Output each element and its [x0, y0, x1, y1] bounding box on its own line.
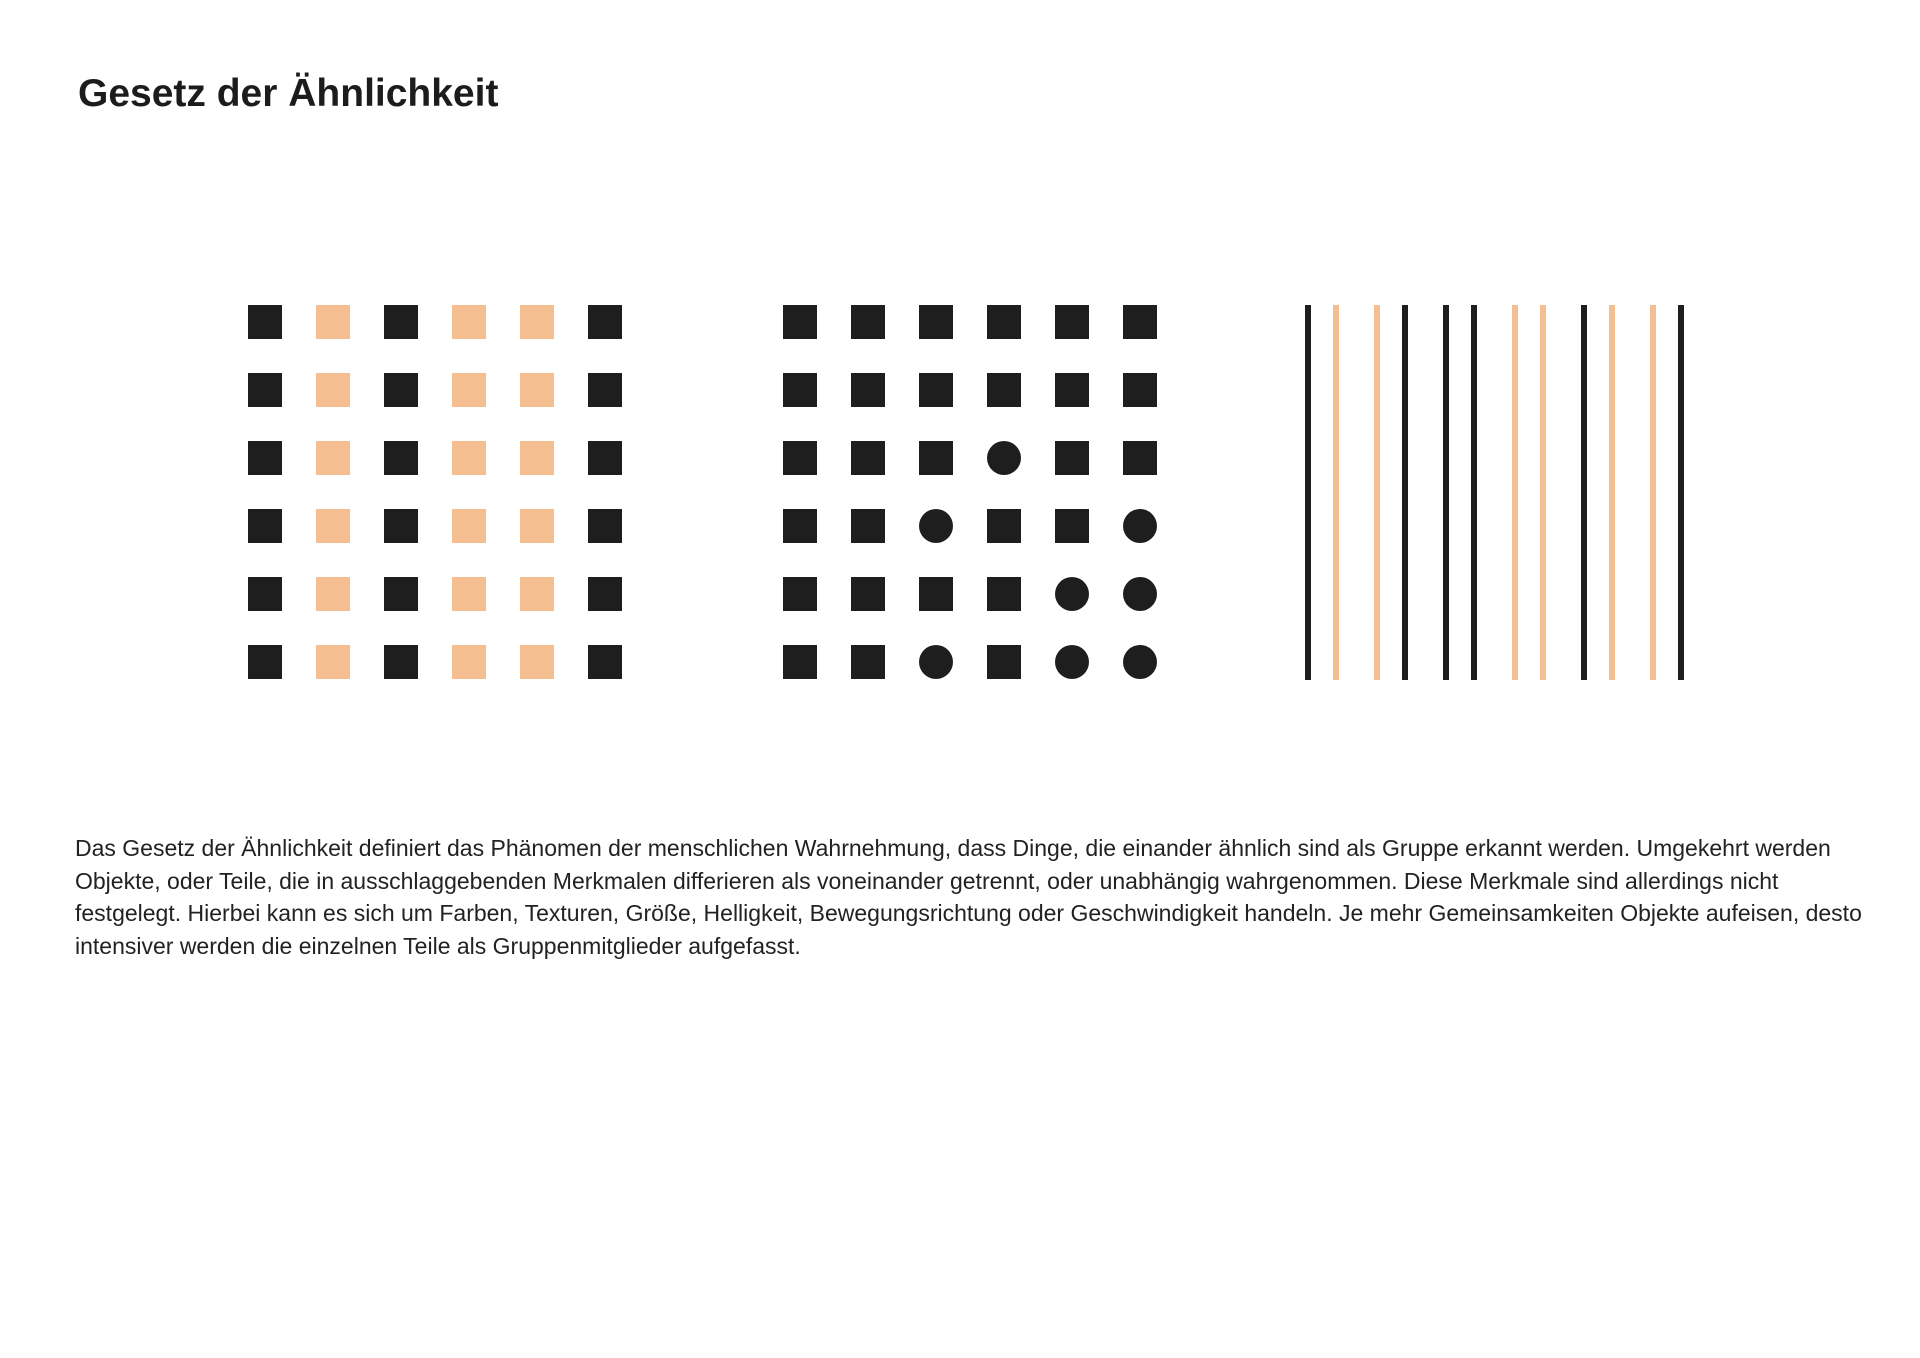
square-dark [588, 373, 622, 407]
square-accent [316, 373, 350, 407]
square-accent [452, 441, 486, 475]
color-similarity-grid [248, 305, 628, 685]
square-shape [851, 305, 885, 339]
square-dark [384, 509, 418, 543]
square-dark [588, 509, 622, 543]
square-accent [520, 441, 554, 475]
square-shape [783, 577, 817, 611]
square-dark [384, 645, 418, 679]
square-dark [384, 441, 418, 475]
square-dark [248, 577, 282, 611]
square-shape [851, 509, 885, 543]
square-shape [783, 373, 817, 407]
square-dark [588, 305, 622, 339]
square-accent [452, 645, 486, 679]
square-shape [987, 373, 1021, 407]
square-accent [520, 577, 554, 611]
square-shape [919, 373, 953, 407]
square-shape [1055, 373, 1089, 407]
line-accent [1512, 305, 1518, 680]
line-dark [1678, 305, 1684, 680]
line-accent [1650, 305, 1656, 680]
square-dark [384, 305, 418, 339]
square-accent [452, 305, 486, 339]
circle-shape [919, 645, 953, 679]
page-title: Gesetz der Ähnlichkeit [78, 72, 499, 115]
square-shape [1055, 305, 1089, 339]
line-dark [1402, 305, 1408, 680]
square-shape [783, 509, 817, 543]
circle-shape [1123, 577, 1157, 611]
square-dark [588, 441, 622, 475]
square-dark [384, 373, 418, 407]
circle-shape [1055, 645, 1089, 679]
square-shape [783, 645, 817, 679]
square-accent [452, 577, 486, 611]
circle-shape [1123, 645, 1157, 679]
square-shape [1123, 441, 1157, 475]
square-accent [520, 305, 554, 339]
square-accent [520, 509, 554, 543]
circle-shape [919, 509, 953, 543]
square-shape [919, 305, 953, 339]
square-shape [783, 441, 817, 475]
square-dark [588, 645, 622, 679]
line-accent [1333, 305, 1339, 680]
line-accent [1374, 305, 1380, 680]
square-accent [316, 645, 350, 679]
line-dark [1581, 305, 1587, 680]
circle-shape [1123, 509, 1157, 543]
square-shape [1123, 373, 1157, 407]
line-dark [1305, 305, 1311, 680]
square-accent [316, 305, 350, 339]
line-dark [1443, 305, 1449, 680]
line-dark [1471, 305, 1477, 680]
square-shape [919, 441, 953, 475]
square-accent [452, 509, 486, 543]
description-text: Das Gesetz der Ähnlichkeit definiert das Phänomen der menschlichen Wahrnehmung, dass Dinge, die einander ähnlich sind als Gruppe erkannt werden. Umgekehrt werden Objekte, oder Teile, die in ausschlaggebenden Merkmalen differieren als voneinander getrennt, oder unabhängig wahrgenommen. Diese Merkmale sind allerdings nicht festgelegt. Hierbei kann es sich um Farben, Texturen, Größe, Helligkeit, Bewegungsrichtung oder Geschwindigkeit handeln. Je mehr Gemeinsamkeiten Objekte aufeisen, desto intensiver werden die einzelnen Teile als Gruppenmitglieder aufgefasst. [75, 835, 1862, 959]
square-shape [851, 645, 885, 679]
square-accent [316, 509, 350, 543]
square-dark [588, 577, 622, 611]
line-accent [1609, 305, 1615, 680]
square-accent [316, 577, 350, 611]
square-shape [1055, 509, 1089, 543]
square-shape [851, 441, 885, 475]
color-line-pattern [1305, 305, 1685, 685]
square-shape [851, 373, 885, 407]
square-shape [987, 305, 1021, 339]
square-dark [248, 373, 282, 407]
square-shape [987, 645, 1021, 679]
circle-shape [1055, 577, 1089, 611]
square-shape [783, 305, 817, 339]
square-shape [1055, 441, 1089, 475]
square-shape [987, 577, 1021, 611]
square-shape [987, 509, 1021, 543]
square-dark [384, 577, 418, 611]
square-shape [1123, 305, 1157, 339]
shape-similarity-grid [783, 305, 1163, 685]
square-dark [248, 645, 282, 679]
square-dark [248, 305, 282, 339]
circle-shape [987, 441, 1021, 475]
square-dark [248, 509, 282, 543]
square-accent [316, 441, 350, 475]
square-accent [452, 373, 486, 407]
square-accent [520, 645, 554, 679]
square-shape [851, 577, 885, 611]
line-accent [1540, 305, 1546, 680]
square-accent [520, 373, 554, 407]
square-dark [248, 441, 282, 475]
square-shape [919, 577, 953, 611]
